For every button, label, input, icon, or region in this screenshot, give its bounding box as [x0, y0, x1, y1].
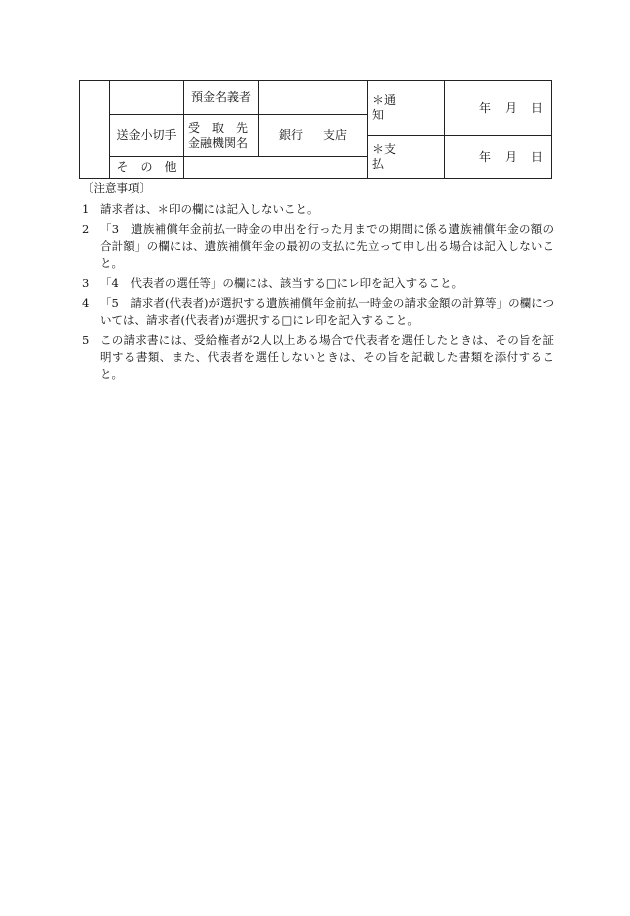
notes-section	[82, 180, 554, 386]
recipient-label-line1: 受 取 先	[188, 120, 249, 135]
note-number: 5	[82, 333, 90, 347]
bank-label: 銀行	[278, 128, 303, 142]
notice-date-month: 月	[504, 100, 517, 115]
notice-date-year: 年	[478, 100, 491, 115]
note-number: 3	[82, 276, 90, 290]
notice-label: ＊通 知	[372, 93, 421, 122]
payment-label-cell	[368, 136, 445, 179]
note-number: 2	[82, 222, 90, 236]
blank-cell	[110, 81, 184, 115]
note-text: 「5 請求者(代表者)が選択する遺族補償年金前払一時金の請求金額の計算等」の欄については、請求者(代表者)が選択する□にレ印を記入すること。	[100, 296, 554, 327]
payment-date-year: 年	[478, 149, 491, 164]
note-text: 「3 遺族補償年金前払一時金の申出を行った月までの期間に係る遺族補償年金の額の合計額」の欄には、遺族補償年金の最初の支払に先立って申し出る場合は記入しないこと。	[100, 222, 554, 270]
remittance-label: 送金小切手	[110, 115, 184, 157]
other-field[interactable]	[184, 157, 368, 179]
note-number: 4	[82, 296, 90, 310]
note-number: 1	[82, 202, 90, 216]
account-holder-field[interactable]	[259, 81, 368, 115]
payment-date-month: 月	[504, 149, 517, 164]
blank-left-cell	[80, 81, 110, 179]
payment-date-field[interactable]	[445, 136, 552, 179]
note-item	[82, 295, 554, 329]
payment-info-table	[79, 80, 552, 179]
notice-label-cell	[368, 81, 445, 136]
payment-date-day: 日	[530, 149, 543, 164]
payment-label: ＊支 払	[372, 142, 421, 171]
bank-name-field[interactable]	[259, 115, 368, 157]
note-item	[82, 221, 554, 272]
notice-date-day: 日	[530, 100, 543, 115]
recipient-label-line2: 金融機関名	[188, 135, 249, 150]
other-label: そ の 他	[110, 157, 184, 179]
recipient-label-cell	[184, 115, 259, 157]
notice-date-field[interactable]	[445, 81, 552, 136]
note-text: 請求者は、＊印の欄には記入しないこと。	[100, 202, 319, 216]
note-item	[82, 201, 554, 218]
branch-label: 支店	[322, 128, 347, 142]
account-holder-label: 預金名義者	[184, 81, 259, 115]
note-item	[82, 332, 554, 383]
note-item	[82, 275, 554, 292]
note-text: 「4 代表者の選任等」の欄には、該当する□にレ印を記入すること。	[100, 276, 464, 290]
note-text: この請求書には、受給権者が2人以上ある場合で代表者を選任したときは、その旨を証明する書類、また、代表者を選任しないときは、その旨を記載した書類を添付すること。	[100, 333, 554, 381]
notes-heading: 〔注意事項〕	[82, 181, 151, 195]
